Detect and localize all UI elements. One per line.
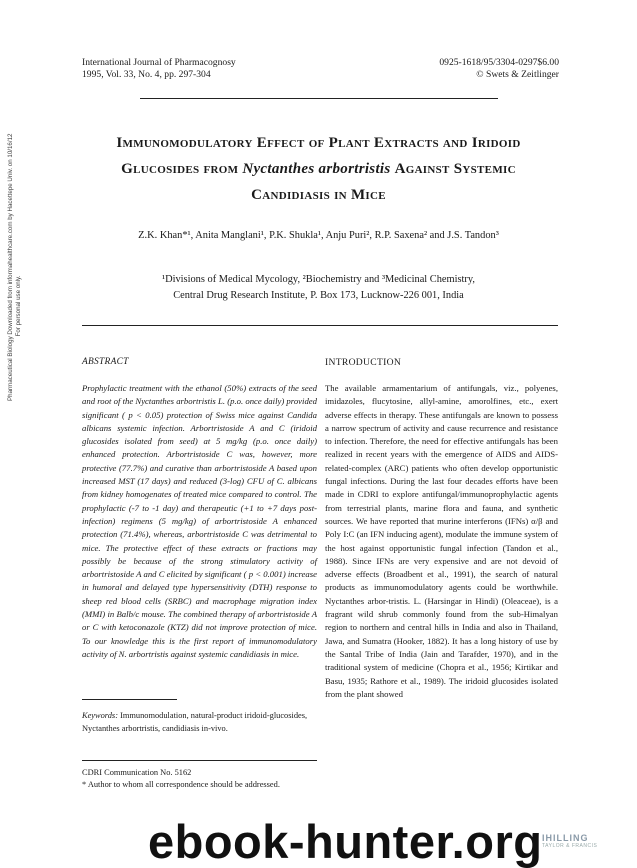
keywords-rule xyxy=(82,699,177,700)
watermark: ebook-hunter.org xyxy=(148,815,543,868)
species-name: Nyctanthes arbortristis xyxy=(242,161,391,177)
title-line-3: Candidiasis in Mice xyxy=(251,187,386,203)
abstract-heading: ABSTRACT xyxy=(82,357,129,367)
footnote-rule xyxy=(82,760,317,761)
journal-header xyxy=(82,57,236,81)
title-line-2: Glucosides from Nyctanthes arbortristis Against Systemic xyxy=(121,161,516,177)
cdri-communication: CDRI Communication No. 5162 xyxy=(82,768,192,777)
issn-block xyxy=(419,57,559,81)
keywords-text: Immunomodulation, natural-product iridoid-glucosides, Nyctanthes arbortristis, candidiasis in-vivo. xyxy=(82,711,308,733)
footnotes xyxy=(82,767,322,791)
journal-citation: 1995, Vol. 33, No. 4, pp. 297-304 xyxy=(82,69,211,80)
affiliation: ¹Divisions of Medical Mycology, ²Biochemistry and ³Medicinal Chemistry, Central Drug Research Institute, P. Box 173, Lucknow-226 001, India xyxy=(161,274,476,301)
abstract-text: Prophylactic treatment with the ethanol (50%) extracts of the seed and root of the Nyctanthes arbortristis L. (p.o. once daily) provided significant ( p < 0.05) protection of Swiss mice against Candida albicans systemic infection. Arbortristoside A and C (iridoid glucosides isolated from seed) at 5 mg/kg (p.o. once daily) enhanced protection. Arbortristoside C was, however, more protective (77.7%) and curative than arbortristoside A based upon increased MST (17 days) and reduced (3-log) CFU of C. albicans from kidney homogenates of treated mice compared to control. The prophylactic (-7 to -1 day) and therapeutic (+1 to +7 days post-infection) regimens (5 mg/kg) of arbortristoside A enhanced protection (71.4%), whereas, arbortristoside C was detrimental to mice. The protective effect of these extracts or fractions may possibly be because of the strong stimulatory activity of arbortristoside A and C elicited by significant ( p < 0.001) increase in humoral and delayed type hypersensitivity (DTH) response to sheep red blood cells (SRBC) and macrophage migration index (MMI) in Balb/c mouse. The combined therapy of arbortristoside A or C with ketoconazole (KTZ) did not improve protection of mice. To our knowledge this is the first report of immunomodulatory activity of N. arbortristis against systemic candidiasis in mice. xyxy=(82,383,317,659)
introduction-heading: INTRODUCTION xyxy=(325,357,402,368)
article-title xyxy=(40,130,597,208)
affiliation-rule xyxy=(82,325,558,326)
introduction-text: The available armamentarium of antifungals, viz., polyenes, imidazoles, flucytosine, allyl-amine, amorolfines, etc., exert adverse effects in therapy. These antifungals are known to possess a narrow spectrum of activity and cause recurrence and resistance to infection. Therefore, the need for effective antifungals has been realized in recent years with the emergence of AIDS and AIDS-related-complex (ARC) patients who often develop opportunistic fungal infections. During the last four decades efforts have been made in CDRI to explore antifungal/immunoprophylactic agents from terrestrial plants, marine flora and fauna, and synthetic sources. We have reported that murine interferons (IFNs) α/β and Poly I:C (an IFN inducing agent), modulate the immune system of the host against opportunistic fungal infection (Tandon et al., 1988). Since IFNs are very expensive and are not devoid of adverse effects (Broadbent et al., 1991), the search of natural products as immunomodulatory agents could be worthwhile. Nyctanthes arbor-tristis. L. (Harsingar in Hindi) (Oleaceae), is a fragrant wild shrub commonly found from the sub-Himalyan region to northern and central hills in India and also in Thailand, Jawa, and Sumatra (Hooker, 1882). It has a long history of use by the Santal Tribe of India (Jain and Tarafder, 1970), and in the traditional system of medicine (Chopra et al., 1956; Kirtikar and Basu, 1935; Rathore et al., 1989). The iridoid glucosides isolated from the plant showed xyxy=(325,383,558,699)
keywords-label: Keywords: xyxy=(82,711,118,720)
download-stamp: Pharmaceutical Biology Downloaded from informahealthcare.com by Hacettepe Univ. on 10/16/12 For personal use only. xyxy=(7,133,22,401)
publisher-logo: IHILLING TAYLOR & FRANCIS xyxy=(542,833,598,849)
issn: 0925-1618/95/3304-0297$6.00 xyxy=(439,57,559,68)
header-rule xyxy=(140,98,498,99)
corresponding-author: * Author to whom all correspondence should be addressed. xyxy=(82,780,280,789)
title-line-1: Immunomodulatory Effect of Plant Extracts and Iridoid xyxy=(116,135,521,151)
publisher: © Swets & Zeitlinger xyxy=(476,69,559,80)
keywords xyxy=(82,710,317,735)
journal-name: International Journal of Pharmacognosy xyxy=(82,57,236,68)
authors: Z.K. Khan*¹, Anita Manglani¹, P.K. Shukla¹, Anju Puri², R.P. Saxena² and J.S. Tandon³ xyxy=(138,230,499,241)
